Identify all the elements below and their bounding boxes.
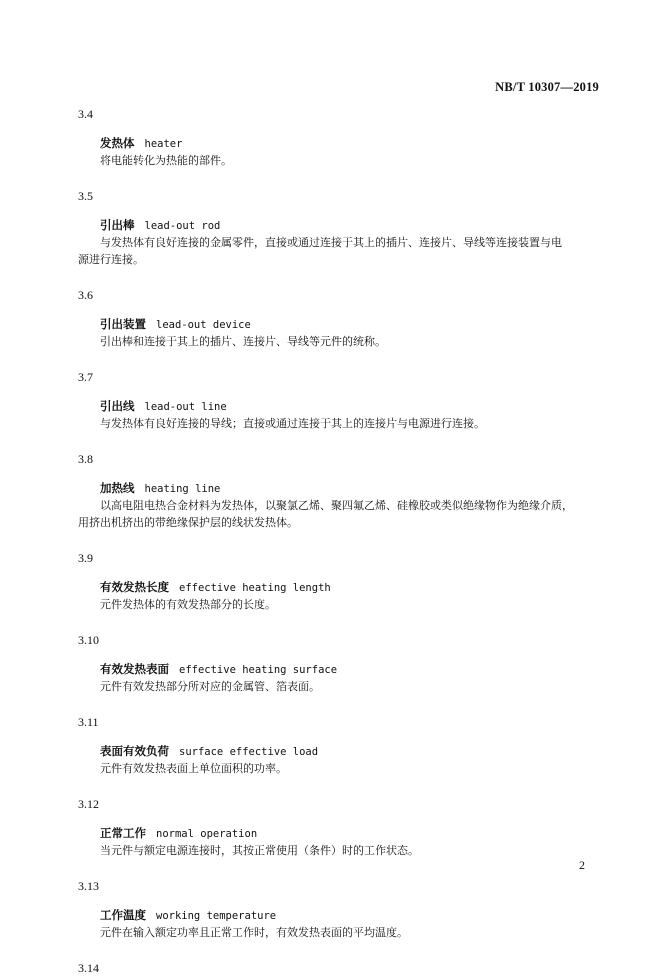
term-title [78, 907, 606, 924]
term-number: 3.6 [78, 288, 93, 302]
term-entry [78, 878, 606, 941]
term-title [78, 217, 606, 234]
term-title [78, 825, 606, 842]
term-chinese: 引出棒 [100, 218, 135, 232]
term-definition: 元件发热体的有效发热部分的长度。 [100, 598, 276, 611]
term-definition: 当元件与额定电源连接时，其按正常使用（条件）时的工作状态。 [100, 844, 419, 857]
term-definition-line: 源进行连接。 [78, 253, 144, 266]
term-number: 3.13 [78, 879, 99, 893]
term-entry [78, 188, 606, 268]
term-number: 3.14 [78, 961, 99, 975]
term-number: 3.8 [78, 452, 93, 466]
standard-code: NB/T 10307—2019 [495, 80, 599, 94]
term-definition: 与发热体有良好连接的导线；直接或通过连接于其上的连接片与电源进行连接。 [100, 417, 485, 430]
term-number: 3.9 [78, 551, 93, 565]
term-definition: 元件在输入额定功率且正常工作时，有效发热表面的平均温度。 [100, 926, 408, 939]
term-definition: 元件有效发热部分所对应的金属管、箔表面。 [100, 680, 320, 693]
term-entry [78, 960, 606, 976]
term-entry [78, 106, 606, 169]
term-definition: 元件有效发热表面上单位面积的功率。 [100, 762, 287, 775]
term-english: lead-out line [144, 401, 227, 413]
term-english: effective heating length [179, 582, 331, 594]
term-entry [78, 632, 606, 695]
term-chinese: 工作温度 [100, 908, 146, 922]
term-entry [78, 287, 606, 350]
term-definition-line: 以高电阻电热合金材料为发热体，以聚氯乙烯、聚四氟乙烯、硅橡胶或类似绝缘物作为绝缘介质， [100, 499, 573, 512]
term-definition: 将电能转化为热能的部件。 [100, 154, 232, 167]
term-number: 3.4 [78, 107, 93, 121]
term-definition-line: 与发热体有良好连接的金属零件，直接或通过连接于其上的插片、连接片、导线等连接装置与电 [100, 236, 562, 249]
term-number: 3.7 [78, 370, 93, 384]
term-chinese: 加热线 [100, 481, 135, 495]
term-entry [78, 550, 606, 613]
term-english: normal operation [156, 828, 258, 840]
term-number: 3.10 [78, 633, 99, 647]
term-number: 3.11 [78, 715, 99, 729]
term-title [78, 316, 606, 333]
term-title [78, 743, 606, 760]
term-english: lead-out device [156, 319, 251, 331]
term-entry [78, 369, 606, 432]
page-number: 2 [579, 858, 585, 872]
term-title [78, 480, 606, 497]
term-chinese: 正常工作 [100, 826, 146, 840]
term-entry [78, 796, 606, 859]
term-english: surface effective load [179, 746, 319, 758]
term-chinese: 有效发热表面 [100, 662, 169, 676]
term-definition [78, 234, 606, 268]
term-chinese: 发热体 [100, 136, 135, 150]
term-number: 3.5 [78, 189, 93, 203]
term-number: 3.12 [78, 797, 99, 811]
term-chinese: 表面有效负荷 [100, 744, 169, 758]
term-title [78, 579, 606, 596]
term-chinese: 有效发热长度 [100, 580, 169, 594]
term-definition: 引出棒和连接于其上的插片、连接片、导线等元件的统称。 [100, 335, 386, 348]
term-entry [78, 714, 606, 777]
term-chinese: 引出线 [100, 399, 135, 413]
term-definition [78, 497, 606, 531]
term-entry [78, 451, 606, 531]
term-title [78, 398, 606, 415]
term-definition-line: 用挤出机挤出的带绝缘保护层的线状发热体。 [78, 516, 298, 529]
term-english: working temperature [156, 910, 277, 922]
terms-list [78, 106, 606, 976]
term-english: effective heating surface [179, 664, 338, 676]
term-english: lead-out rod [144, 220, 221, 232]
term-title [78, 135, 606, 152]
term-english: heater [144, 138, 183, 150]
term-english: heating line [144, 483, 221, 495]
term-chinese: 引出装置 [100, 317, 146, 331]
term-title [78, 661, 606, 678]
